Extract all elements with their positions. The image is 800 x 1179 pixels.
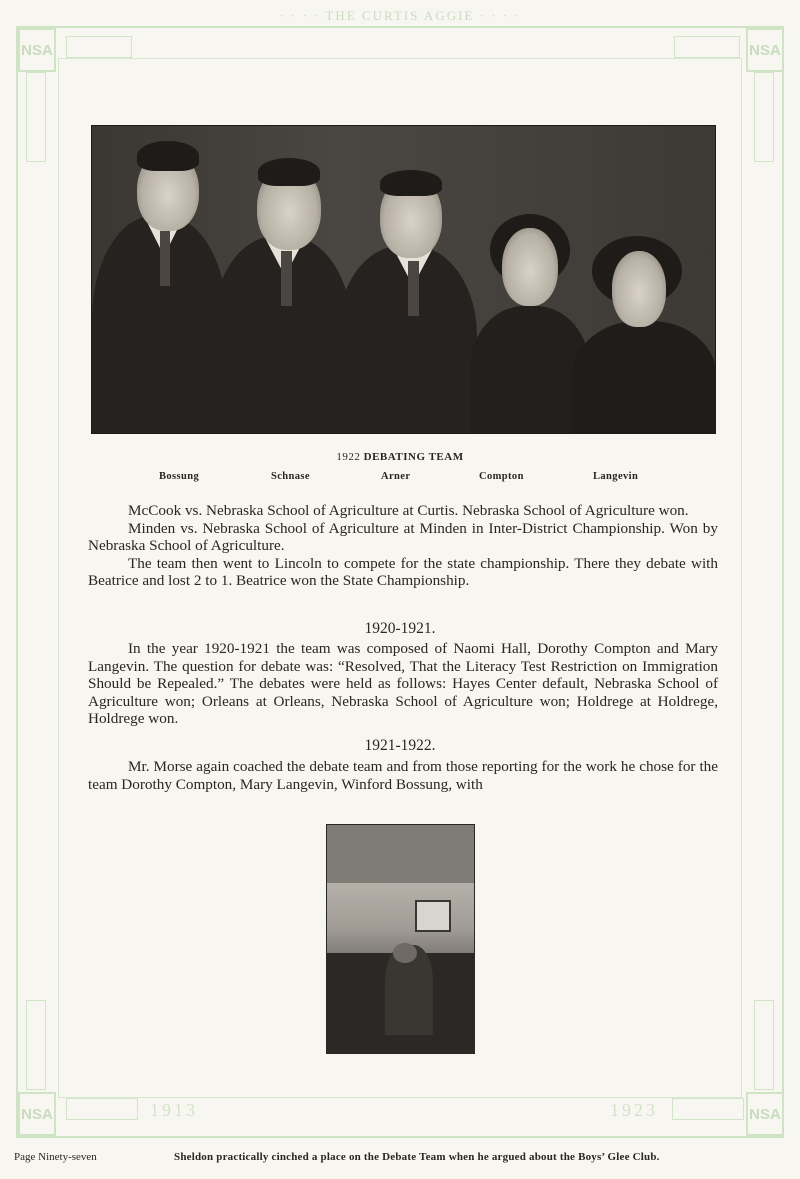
body-section-3 — [88, 758, 718, 793]
body-section-2 — [88, 640, 718, 728]
caption-title: DEBATING TEAM — [363, 451, 464, 463]
caption-name-3: Arner — [381, 471, 411, 482]
photo-caption — [0, 451, 800, 463]
office-ceiling — [327, 825, 475, 883]
corner-monogram-top-left: NSA — [18, 28, 56, 72]
border-side-top-right — [754, 72, 774, 162]
caption-name-2: Schnase — [271, 471, 310, 482]
body-section-1 — [88, 502, 718, 590]
heading-1921-1922: 1921-1922. — [364, 737, 436, 754]
border-side-bottom-right — [754, 1000, 774, 1090]
border-bar-top-right — [674, 36, 740, 58]
running-header: · · · · THE CURTIS AGGIE · · · · — [279, 8, 521, 23]
corner-monogram-bottom-right: NSA — [746, 1092, 784, 1136]
border-side-top-left — [26, 72, 46, 162]
caption-name-4: Compton — [479, 471, 524, 482]
corner-monogram-bottom-left: NSA — [18, 1092, 56, 1136]
paragraph-lincoln: The team then went to Lincoln to compete for the state championship. There they debate with Beatrice and lost 2 to 1. Beatrice won the State Championship. — [88, 554, 718, 589]
paragraph-1920-team: In the year 1920-1921 the team was composed of Naomi Hall, Dorothy Compton and Mary Langevin. The question for debate was: “Resolved, That the Literacy Test Restriction on Immigration Should be Repealed.” The debates were held as follows: Hayes Center default, Nebraska School of Agriculture won; Orleans at Orleans, Nebraska School of Agriculture won; Holdrege at Holdrege, Holdrege won. — [88, 640, 718, 727]
office-window — [415, 900, 451, 932]
border-year-end: 1923 — [610, 1100, 658, 1120]
border-side-bottom-left — [26, 1000, 46, 1090]
caption-year: 1922 — [336, 451, 361, 463]
heading-1920-1921: 1920-1921. — [364, 620, 436, 637]
office-photo — [326, 824, 475, 1054]
border-year-start: 1913 — [150, 1100, 198, 1120]
corner-monogram-top-right: NSA — [746, 28, 784, 72]
footer-joke: Sheldon practically cinched a place on the Debate Team when he argued about the Boys’ Glee Club. — [174, 1151, 660, 1163]
office-worker-head — [393, 943, 417, 963]
debating-team-photo — [91, 125, 716, 434]
border-bar-bottom-right — [672, 1098, 744, 1120]
caption-name-5: Langevin — [593, 471, 639, 482]
caption-name-1: Bossung — [159, 471, 200, 482]
border-bar-bottom-left — [66, 1098, 138, 1120]
paragraph-1921-team: Mr. Morse again coached the debate team and from those reporting for the work he chose for the team Dorothy Compton, Mary Langevin, Winford Bossung, with — [88, 758, 718, 793]
border-bar-top-left — [66, 36, 132, 58]
page-number: Page Ninety-seven — [14, 1151, 97, 1163]
paragraph-minden: Minden vs. Nebraska School of Agriculture at Minden in Inter-District Championship. Won by Nebraska School of Agriculture. — [88, 519, 718, 554]
paragraph-mccook: McCook vs. Nebraska School of Agriculture at Curtis. Nebraska School of Agriculture won. — [128, 502, 689, 519]
